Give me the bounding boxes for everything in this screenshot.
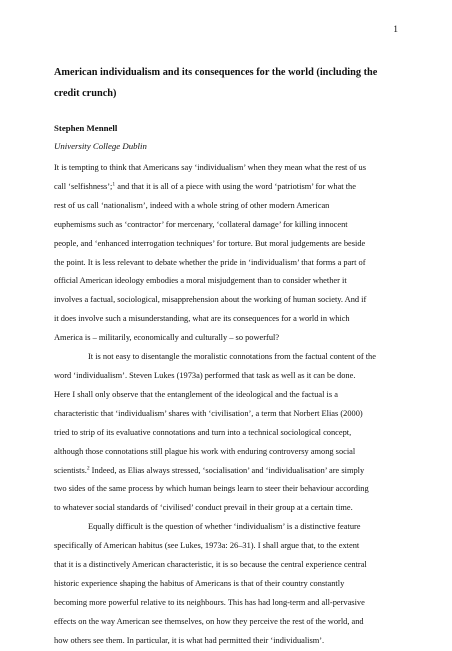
- footnote-marker[interactable]: 1: [112, 181, 116, 188]
- text-line: it does involve such a misunderstanding, what are its consequences for a world in which: [54, 314, 350, 324]
- author-name: Stephen Mennell: [54, 123, 118, 133]
- footnote-marker[interactable]: 2: [86, 465, 90, 471]
- text-fragment: Indeed, as Elias always stressed, ‘socialisation’ and ‘individualisation’ are simply: [91, 465, 365, 475]
- text-line: euphemisms such as ‘contractor’ for mercenary, ‘collateral damage’ for killing innocent: [54, 219, 348, 229]
- page-number: 1: [393, 25, 398, 35]
- text-line: the point. It is less relevant to debate whether the pride in ‘individualism’ that forms a part of: [54, 257, 366, 267]
- text-line: It is tempting to think that Americans say ‘individualism’ when they mean what the rest of us: [54, 163, 366, 172]
- text-line: becoming more powerful relative to its neighbours. This has had long-term and all-pervasive: [54, 597, 365, 607]
- title-line: American individualism and its consequences for the world (including the: [54, 67, 378, 78]
- text-line: word ‘individualism’. Steven Lukes (1973a) performed that task as well as it can be done.: [54, 370, 356, 380]
- text-line: people, and ‘enhanced interrogation techniques’ for torture. But moral judgements are beside: [54, 238, 366, 248]
- text-line: two sides of the same process by which human beings learn to steer their behaviour according: [54, 484, 369, 494]
- text-line: specifically of American habitus (see Lukes, 1973a: 26–31). I shall argue that, to the extent: [54, 541, 360, 551]
- text-line: involves a factual, sociological, misapprehension about the working of human society. And if: [54, 295, 367, 305]
- text-line: Equally difficult is the question of whether ‘individualism’ is a distinctive feature: [88, 522, 361, 532]
- text-line: official American ideology embodies a moral misjudgement than to consider whether it: [54, 276, 347, 286]
- text-line: [54, 178, 400, 197]
- title-line: credit crunch): [54, 88, 117, 99]
- text-line: rest of us call ‘nationalism’, indeed with a whole string of other modern American: [54, 200, 330, 210]
- body-text: [54, 159, 400, 651]
- author-affiliation: University College Dublin: [54, 141, 147, 151]
- text-line: to whatever social standards of ‘civilised’ conduct prevail in their group at a certain time.: [54, 503, 353, 513]
- text-line: characteristic that ‘individualism’ shares with ‘civilisation’, a term that Norbert Elias (2000): [54, 408, 363, 418]
- text-line: tried to strip of its evaluative connotations and turn into a technical sociological concept,: [54, 427, 352, 437]
- paragraph-1: [54, 159, 400, 348]
- text-line: that it is a distinctively American characteristic, it is so because the central experience central: [54, 560, 367, 570]
- text-line: although those connotations still plague his work with enduring controversy among social: [54, 446, 356, 456]
- text-line: [54, 462, 400, 481]
- paragraph-2: [54, 348, 400, 518]
- text-fragment: and that it is all of a piece with using the word ‘patriotism’ for what the: [117, 181, 356, 191]
- paragraph-3: [54, 518, 400, 650]
- text-line: America is – militarily, economically and culturally – so powerful?: [54, 333, 280, 343]
- document-title: [54, 62, 406, 104]
- text-line: Here I shall only observe that the entanglement of the ideological and the factual is a: [54, 389, 338, 399]
- text-fragment: call ‘selfishness’;: [54, 181, 113, 191]
- text-line: historic experience shaping the habitus of Americans is that of their country constantly: [54, 578, 345, 588]
- text-fragment: scientists.: [54, 465, 87, 475]
- text-line: It is not easy to disentangle the moralistic connotations from the factual content of the: [88, 352, 376, 362]
- text-line: effects on the way American see themselves, on how they perceive the rest of the world, and: [54, 616, 364, 626]
- text-line: how others see them. In particular, it is what had permitted their ‘individualism’.: [54, 635, 325, 645]
